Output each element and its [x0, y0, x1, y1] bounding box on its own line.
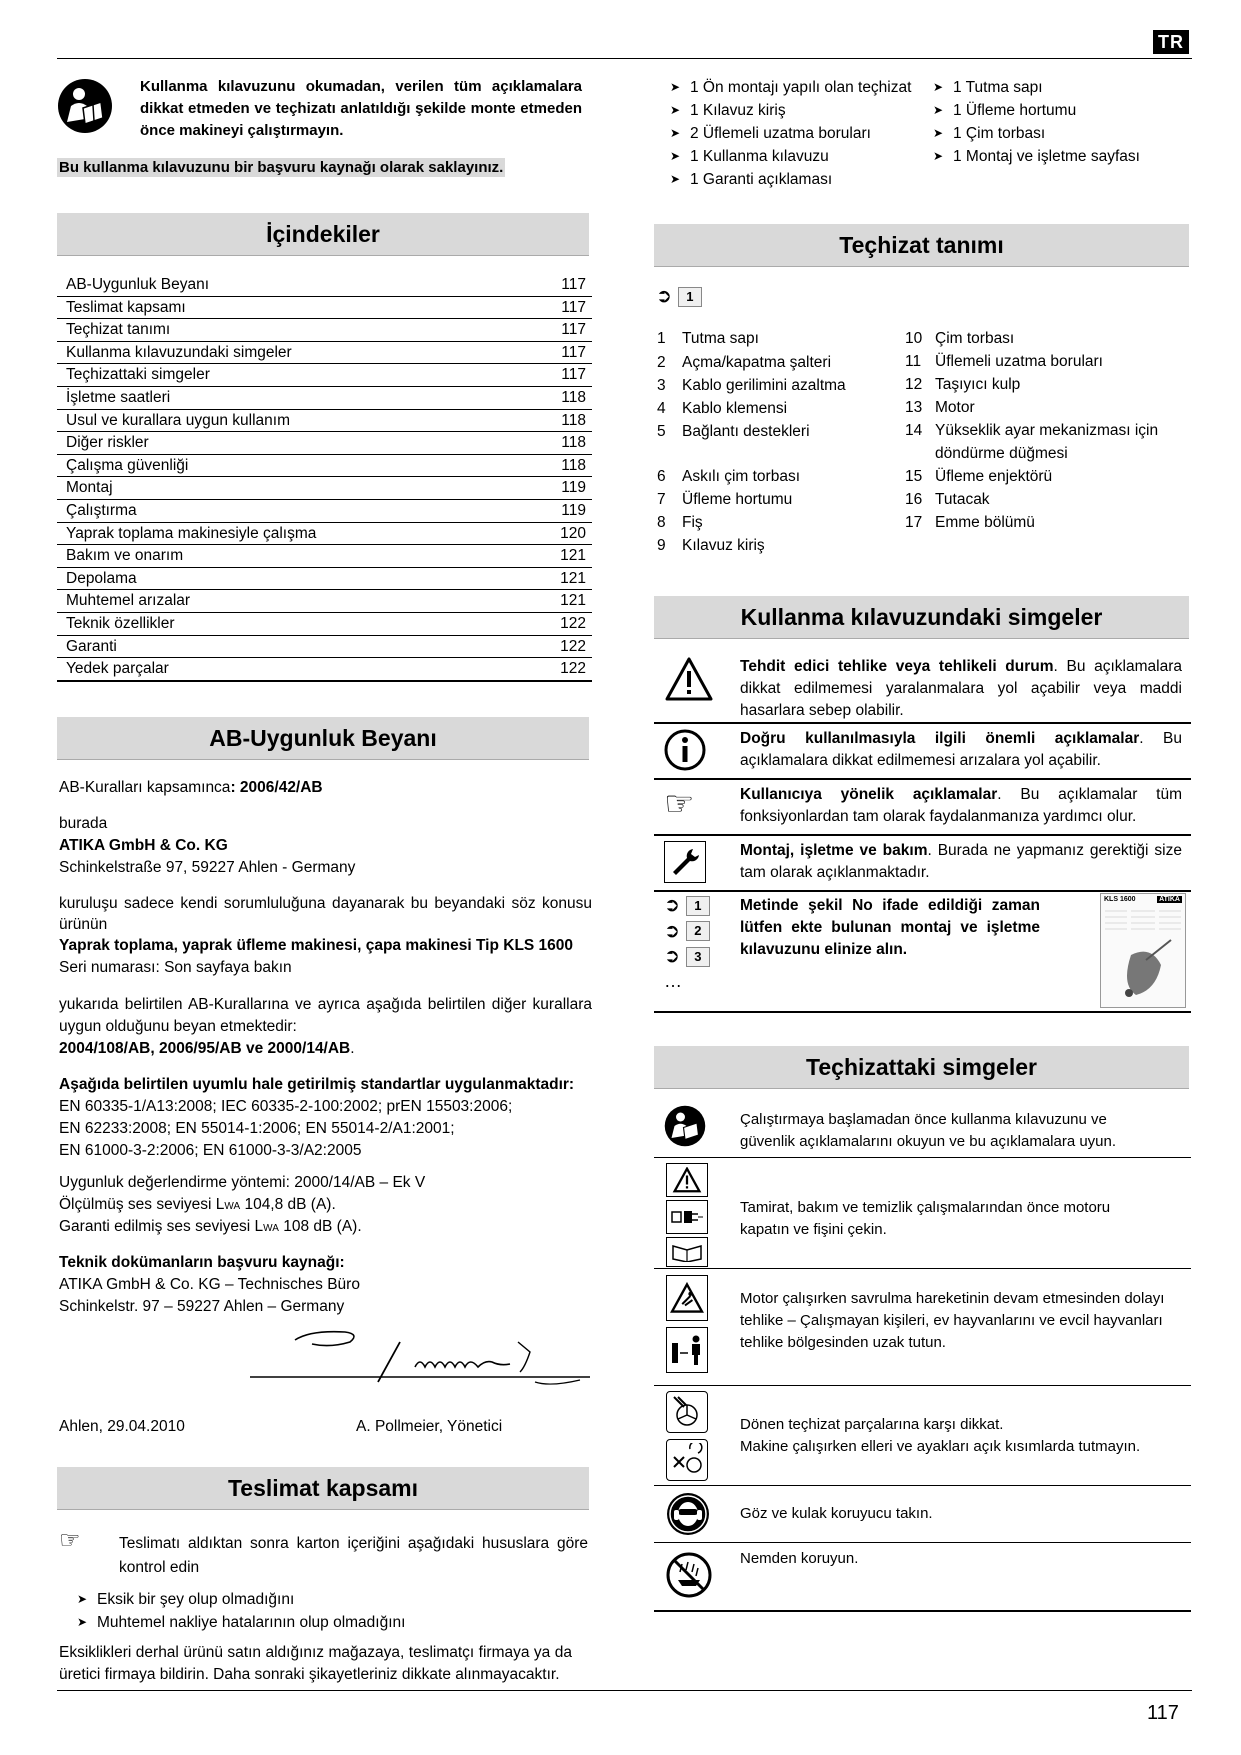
legend-item: [657, 397, 897, 420]
legend-label: Fiş: [682, 513, 703, 531]
device-symbol-row: [654, 1546, 1191, 1608]
arrow-right-icon: ➲: [664, 920, 680, 942]
device-symbol-text: Göz ve kulak koruyucu takın.: [740, 1505, 933, 1522]
ab-standard-line: EN 61000-3-2:2006; EN 61000-3-3/A2:2005: [59, 1142, 362, 1159]
toc-label: Diğer riskler: [66, 434, 149, 452]
ab-docs-line2: Schinkelstr. 97 – 59227 Ahlen – Germany: [59, 1298, 345, 1315]
toc-page: 121: [560, 569, 586, 587]
list-item: ➤ 1 Üfleme hortumu: [933, 99, 1191, 122]
symbol-desc-text: . Bu açıklamalara dikkat edilmemesi arızalara yol açabilir.: [740, 730, 1182, 769]
divider: [654, 778, 1191, 780]
footer-rule: [57, 1690, 1192, 1691]
arrow-right-icon: ➲: [656, 286, 672, 307]
toc-page: 117: [561, 366, 586, 384]
warning-triangle-icon: [664, 656, 714, 707]
list-item: ➤ 1 Ön montajı yapılı olan teçhizat: [670, 76, 930, 99]
toc-page: 122: [560, 637, 586, 655]
figure-ref-box: 1: [678, 287, 702, 307]
legend-label: Kılavuz kiriş: [682, 536, 765, 554]
toc-row: [57, 455, 592, 478]
ab-company: ATIKA GmbH & Co. KG: [59, 837, 228, 854]
divider: [654, 834, 1191, 836]
legend-number: 12: [905, 376, 923, 393]
toc-row: [57, 319, 592, 342]
legend-number: 8: [657, 513, 666, 531]
intro-keep-text: Bu kullanma kılavuzunu bir başvuru kaynağı olarak saklayınız.: [59, 159, 504, 176]
legend-number: 17: [905, 514, 923, 531]
symbol-desc-bold: Kullanıcıya yönelik açıklamalar: [740, 786, 998, 803]
divider: [654, 1610, 1191, 1612]
legend-label: Kablo klemensi: [682, 399, 788, 417]
toc-label: Bakım ve onarım: [66, 547, 184, 565]
divider: [654, 1011, 1191, 1013]
toc-page: 121: [560, 547, 586, 565]
pointing-hand-icon: ☞: [664, 785, 695, 823]
toc-row: [57, 568, 592, 591]
thumbnail-brand: ATIKA: [1159, 896, 1180, 903]
symbol-desc: [740, 784, 1182, 828]
delivery-note: Eksiklikleri derhal ürünü satın aldığınız mağazaya, teslimatçı firmaya ya da üretici firmaya bildirin. Daha sonraki şikayetleriniz dikkate alınmayacaktır.: [59, 1644, 572, 1683]
toc-row: [57, 432, 592, 455]
toc-row: [57, 545, 592, 568]
pointing-hand-icon: ☞: [59, 1527, 81, 1554]
legend-item: [657, 374, 897, 397]
ab-responsibility: kuruluşu sadece kendi sorumluluğuna dayanarak bu beyandaki söz konusu ürünün: [59, 895, 592, 933]
legend-number: 9: [657, 536, 666, 554]
toc-label: Çalıştırma: [66, 501, 137, 519]
symbol-desc-bold: Doğru kullanılmasıyla ilgili önemli açıklamalar: [740, 730, 1140, 747]
toc-label: Kullanma kılavuzundaki simgeler: [66, 343, 292, 361]
device-symbol-row: [654, 1161, 1191, 1267]
toc-label: AB-Uygunluk Beyanı: [66, 276, 210, 293]
legend-item: [905, 419, 1190, 442]
keep-distance-icon: [666, 1327, 708, 1373]
ab-rules-value: : 2006/42/AB: [230, 779, 323, 796]
ab-guaranteed: [59, 1216, 362, 1240]
language-badge: TR: [1153, 30, 1189, 54]
thrown-objects-icon: [666, 1275, 710, 1373]
unplug-before-maintenance-icon: [666, 1163, 710, 1267]
toc-page: 118: [561, 456, 586, 474]
legend-label: Kablo gerilimini azaltma: [682, 376, 846, 394]
legend-label: Emme bölümü: [935, 514, 1035, 531]
delivery-items-right: [933, 76, 1191, 168]
legend-item: [905, 511, 1190, 534]
legend-item: [657, 465, 897, 488]
equipment-legend-left: [657, 327, 897, 557]
symbol-desc-text: . Bu açıklamalara dikkat edilmemesi yaralanmalara yol açabilir veya maddi hasarlara sebep olabilir.: [740, 658, 1183, 719]
ab-rules: [59, 777, 323, 799]
toc-page: 119: [561, 501, 586, 519]
ab-measured-value: 104,8 dB (A).: [240, 1196, 336, 1213]
toc-page: 117: [561, 321, 586, 339]
legend-label: Üflemeli uzatma boruları: [935, 353, 1103, 370]
ab-standards: [59, 1096, 512, 1162]
delivery-items-left: [670, 76, 930, 191]
toc-page: 122: [560, 660, 586, 678]
toc-table: [57, 274, 592, 682]
legend-label: Askılı çim torbası: [682, 467, 800, 485]
legend-number: 16: [905, 491, 923, 508]
toc-label: Garanti: [66, 637, 117, 655]
toc-label: Çalışma güvenliği: [66, 456, 189, 474]
list-item: ➤ 1 Tutma sapı: [933, 76, 1191, 99]
legend-item: [657, 488, 897, 511]
legend-label: Bağlantı destekleri: [682, 422, 810, 440]
list-item: ➤ 1 Garanti açıklaması: [670, 168, 930, 191]
device-symbol-line: Makine çalışırken elleri ve ayakları açık kısımlarda tutmayın.: [740, 1438, 1141, 1455]
symbol-row-figure: [654, 893, 1191, 1011]
no-moisture-icon: [666, 1552, 712, 1603]
list-item: ➤ 1 Kullanma kılavuzu: [670, 145, 930, 168]
symbol-row-user-note: [654, 781, 1191, 833]
ab-signer: A. Pollmeier, Yönetici: [356, 1418, 503, 1435]
intro-keep-note: [57, 158, 505, 177]
legend-number: 5: [657, 422, 666, 440]
divider: [654, 890, 1191, 892]
intro-warning: Kullanma kılavuzunu okumadan, verilen tüm açıklamalara dikkat etmeden ve teçhizatı anlatıldığı şekilde monte etmeden önce makineyi çalıştırmayın.: [140, 78, 582, 139]
delivery-check-text: Teslimatı aldıktan sonra karton içeriğini aşağıdaki hususlara göre kontrol edin: [119, 1535, 588, 1576]
legend-item: [657, 351, 897, 374]
legend-number: 13: [905, 399, 923, 416]
foot-rotor-icon: [666, 1439, 708, 1481]
header-rule: [57, 58, 1192, 59]
toc-row: [57, 523, 592, 546]
legend-number: 11: [905, 353, 922, 370]
legend-item: [905, 350, 1190, 373]
rotating-parts-icon: [666, 1391, 710, 1481]
figure-ref-box: 2: [686, 921, 710, 941]
legend-label: Tutma sapı: [682, 330, 759, 347]
thumbnail-label: KLS 1600: [1104, 896, 1136, 903]
device-symbol-line: Dönen teçhizat parçalarına karşı dikkat.: [740, 1416, 1004, 1433]
legend-item: [905, 488, 1190, 511]
ab-measured: [59, 1194, 336, 1218]
toc-page: 118: [561, 411, 586, 429]
figure-ref-row: [664, 944, 710, 969]
toc-label: Usul ve kurallara uygun kullanım: [66, 411, 290, 429]
ab-standard-line: EN 62233:2008; EN 55014-1:2006; EN 55014-2/A1:2001;: [59, 1120, 455, 1137]
toc-row: [57, 387, 592, 410]
symbol-desc-text: . Burada ne yapmanız gerektiği size tam olarak açıklanmaktadır.: [740, 842, 1182, 881]
read-manual-icon: [664, 1105, 706, 1152]
legend-number: 10: [905, 330, 923, 347]
legend-item: [905, 396, 1190, 419]
warning-triangle-icon: [666, 1275, 708, 1321]
symbol-desc-bold: Tehdit edici tehlike veya tehlikeli durum: [740, 658, 1054, 675]
legend-number: 7: [657, 490, 666, 508]
list-item: ➤ 2 Üflemeli uzatma boruları: [670, 122, 930, 145]
legend-item: [905, 442, 1190, 465]
legend-number: 14: [905, 422, 923, 439]
ab-measured-prefix: Ölçülmüş ses seviyesi L: [59, 1196, 225, 1213]
read-manual-icon: [57, 78, 113, 134]
legend-item: [657, 511, 897, 534]
legend-item: [905, 327, 1190, 350]
legend-number: 1: [657, 330, 666, 347]
list-item: ➤ Eksik bir şey olup olmadığını: [77, 1588, 587, 1611]
legend-label: döndürme düğmesi: [935, 445, 1068, 462]
list-item: ➤ 1 Çim torbası: [933, 122, 1191, 145]
toc-label: Teknik özellikler: [66, 614, 175, 632]
symbol-desc-bold: Montaj, işletme ve bakım: [740, 842, 928, 859]
toc-title: İçindekiler: [57, 213, 589, 256]
ab-method: Uygunluk değerlendirme yöntemi: 2000/14/AB – Ek V: [59, 1174, 426, 1191]
list-item: ➤ 1 Kılavuz kiriş: [670, 99, 930, 122]
figure-refs: [664, 893, 710, 994]
ab-guaranteed-prefix: Garanti edilmiş ses seviyesi L: [59, 1218, 264, 1235]
device-symbol-row: [654, 1272, 1191, 1384]
legend-number: 15: [905, 468, 923, 485]
page-number: 117: [1147, 1702, 1179, 1724]
divider: [654, 1268, 1191, 1269]
ab-title: AB-Uygunluk Beyanı: [57, 717, 589, 760]
arrow-right-icon: ➲: [664, 946, 680, 968]
symbol-desc: [740, 840, 1182, 884]
ab-docs-line1: ATIKA GmbH & Co. KG – Technisches Büro: [59, 1276, 360, 1293]
figure-ref-box: 1: [686, 896, 710, 916]
legend-number: 6: [657, 467, 666, 485]
figure-text: Metinde şekil No ifade edildiği zaman lütfen ekte bulunan montaj ve işletme kılavuzunu elinize alın.: [740, 897, 1040, 958]
toc-label: Teslimat kapsamı: [66, 298, 186, 316]
legend-item: [905, 373, 1190, 396]
toc-page: 117: [561, 343, 586, 361]
eye-ear-protection-icon: [666, 1492, 710, 1541]
device-symbols-title: Teçhizattaki simgeler: [654, 1046, 1189, 1089]
wrench-icon: [664, 841, 706, 883]
ab-standard-line: EN 60335-1/A13:2008; IEC 60335-2-100:2002; prEN 15503:2006;: [59, 1098, 513, 1115]
toc-label: İşletme saatleri: [66, 388, 171, 406]
figure-ref-box: 3: [686, 947, 710, 967]
toc-row: [57, 410, 592, 433]
ab-product: Yaprak toplama, yaprak üfleme makinesi, çapa makinesi Tip KLS 1600: [59, 937, 574, 954]
signature: [250, 1322, 590, 1398]
manual-thumbnail: [1100, 893, 1186, 1008]
symbol-row-assembly: [654, 837, 1191, 889]
toc-page: 118: [561, 434, 586, 452]
symbol-desc: [740, 728, 1182, 772]
ellipsis: …: [664, 971, 682, 992]
equipment-title: Teçhizat tanımı: [654, 224, 1189, 267]
toc-label: Depolama: [66, 569, 137, 587]
arrow-right-icon: ➲: [664, 895, 680, 917]
ab-standards-title: Aşağıda belirtilen uyumlu hale getirilmiş standartlar uygulanmaktadır:: [59, 1076, 575, 1093]
equipment-legend-right: [905, 327, 1190, 534]
symbol-desc: [740, 656, 1182, 722]
toc-row: [57, 477, 592, 500]
device-symbol-text: Nemden koruyun.: [740, 1550, 859, 1567]
legend-label: Açma/kapatma şalteri: [682, 353, 832, 371]
plug-icon: [666, 1200, 708, 1234]
figure-ref-row: [664, 893, 710, 918]
divider: [654, 1157, 1191, 1158]
toc-row: [57, 636, 592, 659]
toc-label: Montaj: [66, 479, 113, 497]
divider: [654, 1485, 1191, 1486]
toc-row: [57, 500, 592, 523]
toc-row: [57, 364, 592, 387]
warning-triangle-icon: [666, 1163, 708, 1197]
legend-item: [657, 534, 897, 557]
toc-row: [57, 613, 592, 636]
ab-guaranteed-sub: WA: [263, 1223, 279, 1234]
ab-guaranteed-value: 108 dB (A).: [278, 1218, 362, 1235]
ab-place-date: Ahlen, 29.04.2010: [59, 1418, 185, 1435]
legend-label: Yükseklik ayar mekanizması için: [935, 422, 1159, 439]
device-symbol-row: [654, 1489, 1191, 1541]
thumbnail-drawing: [1101, 905, 1185, 1005]
legend-label: Motor: [935, 399, 975, 416]
ab-docs-title: Teknik dokümanların başvuru kaynağı:: [59, 1254, 345, 1271]
legend-number: 3: [657, 376, 666, 394]
symbol-row-info: [654, 725, 1191, 777]
divider: [654, 722, 1191, 724]
ab-measured-sub: WA: [224, 1201, 241, 1212]
toc-row: [57, 658, 592, 682]
toc-row: [57, 297, 592, 320]
legend-number: 4: [657, 399, 666, 417]
toc-page: 119: [561, 479, 586, 497]
delivery-checks: [77, 1588, 587, 1634]
hand-rotor-icon: [666, 1391, 708, 1433]
ab-directives-end: .: [350, 1040, 355, 1057]
symbol-row-danger: [654, 652, 1191, 722]
toc-label: Teçhizat tanımı: [66, 321, 171, 339]
legend-item: [657, 327, 897, 350]
symbol-desc-text: . Bu açıklamalar tüm fonksiyonlardan tam olarak faydalanmanıza yardımcı olur.: [740, 786, 1182, 825]
toc-page: 118: [561, 388, 586, 406]
legend-item: [657, 420, 897, 443]
ab-burada: burada: [59, 815, 108, 832]
toc-page: 122: [560, 614, 586, 632]
figure-ref-row: [664, 918, 710, 943]
legend-number: 2: [657, 353, 666, 371]
ab-conformity: yukarıda belirtilen AB-Kurallarına ve ayrıca aşağıda belirtilen diğer kurallara uygun olduğunu beyan etmektedir:: [59, 996, 592, 1035]
toc-page: 121: [560, 592, 586, 610]
toc-label: Yaprak toplama makinesiyle çalışma: [66, 524, 317, 542]
list-item: ➤ Muhtemel nakliye hatalarının olup olmadığını: [77, 1611, 587, 1634]
device-symbol-text: [740, 1414, 1180, 1458]
legend-label: Üfleme enjektörü: [935, 468, 1053, 485]
manual-symbols-title: Kullanma kılavuzundaki simgeler: [654, 596, 1189, 639]
toc-page: 117: [561, 276, 586, 293]
device-symbol-text: Motor çalışırken savrulma hareketinin devam etmesinden dolayı tehlike – Çalışmayan kişileri, ev hayvanlarını ve evcil hayvanları tehlike bölgesinden uzak tutun.: [740, 1290, 1165, 1351]
ab-directives-value: 2004/108/AB, 2006/95/AB ve 2000/14/AB: [59, 1040, 351, 1057]
toc-label: Teçhizattaki simgeler: [66, 366, 210, 384]
divider: [654, 1385, 1191, 1386]
ab-directives: [59, 1038, 355, 1060]
ab-serial: Seri numarası: Son sayfaya bakın: [59, 959, 292, 976]
device-symbol-row: [654, 1104, 1191, 1156]
delivery-title: Teslimat kapsamı: [57, 1467, 589, 1510]
legend-label: Üfleme hortumu: [682, 490, 793, 508]
toc-page: 120: [560, 524, 586, 542]
equipment-figure-ref: [656, 285, 702, 308]
legend-number: [905, 442, 935, 465]
device-symbol-text: Tamirat, bakım ve temizlik çalışmalarından önce motoru kapatın ve fişini çekin.: [740, 1199, 1111, 1238]
ab-address: Schinkelstraße 97, 59227 Ahlen - Germany: [59, 859, 356, 876]
toc-row: [57, 342, 592, 365]
divider: [654, 1542, 1191, 1543]
toc-label: Yedek parçalar: [66, 660, 169, 678]
legend-item: [905, 465, 1190, 488]
toc-row: [57, 274, 592, 297]
manual-book-icon: [666, 1237, 708, 1267]
info-icon: [664, 729, 706, 776]
toc-label: Muhtemel arızalar: [66, 592, 191, 610]
toc-row: [57, 590, 592, 613]
legend-label: Taşıyıcı kulp: [935, 376, 1021, 393]
toc-page: 117: [561, 298, 586, 316]
device-symbol-text: Çalıştırmaya başlamadan önce kullanma kılavuzunu ve güvenlik açıklamalarını okuyun ve bu açıklamalara uyun.: [740, 1111, 1117, 1150]
device-symbol-row: [654, 1388, 1191, 1484]
legend-label: Tutacak: [935, 491, 990, 508]
list-item: ➤ 1 Montaj ve işletme sayfası: [933, 145, 1191, 168]
ab-rules-prefix: AB-Kuralları kapsamınca: [59, 779, 231, 796]
legend-label: Çim torbası: [935, 330, 1015, 347]
